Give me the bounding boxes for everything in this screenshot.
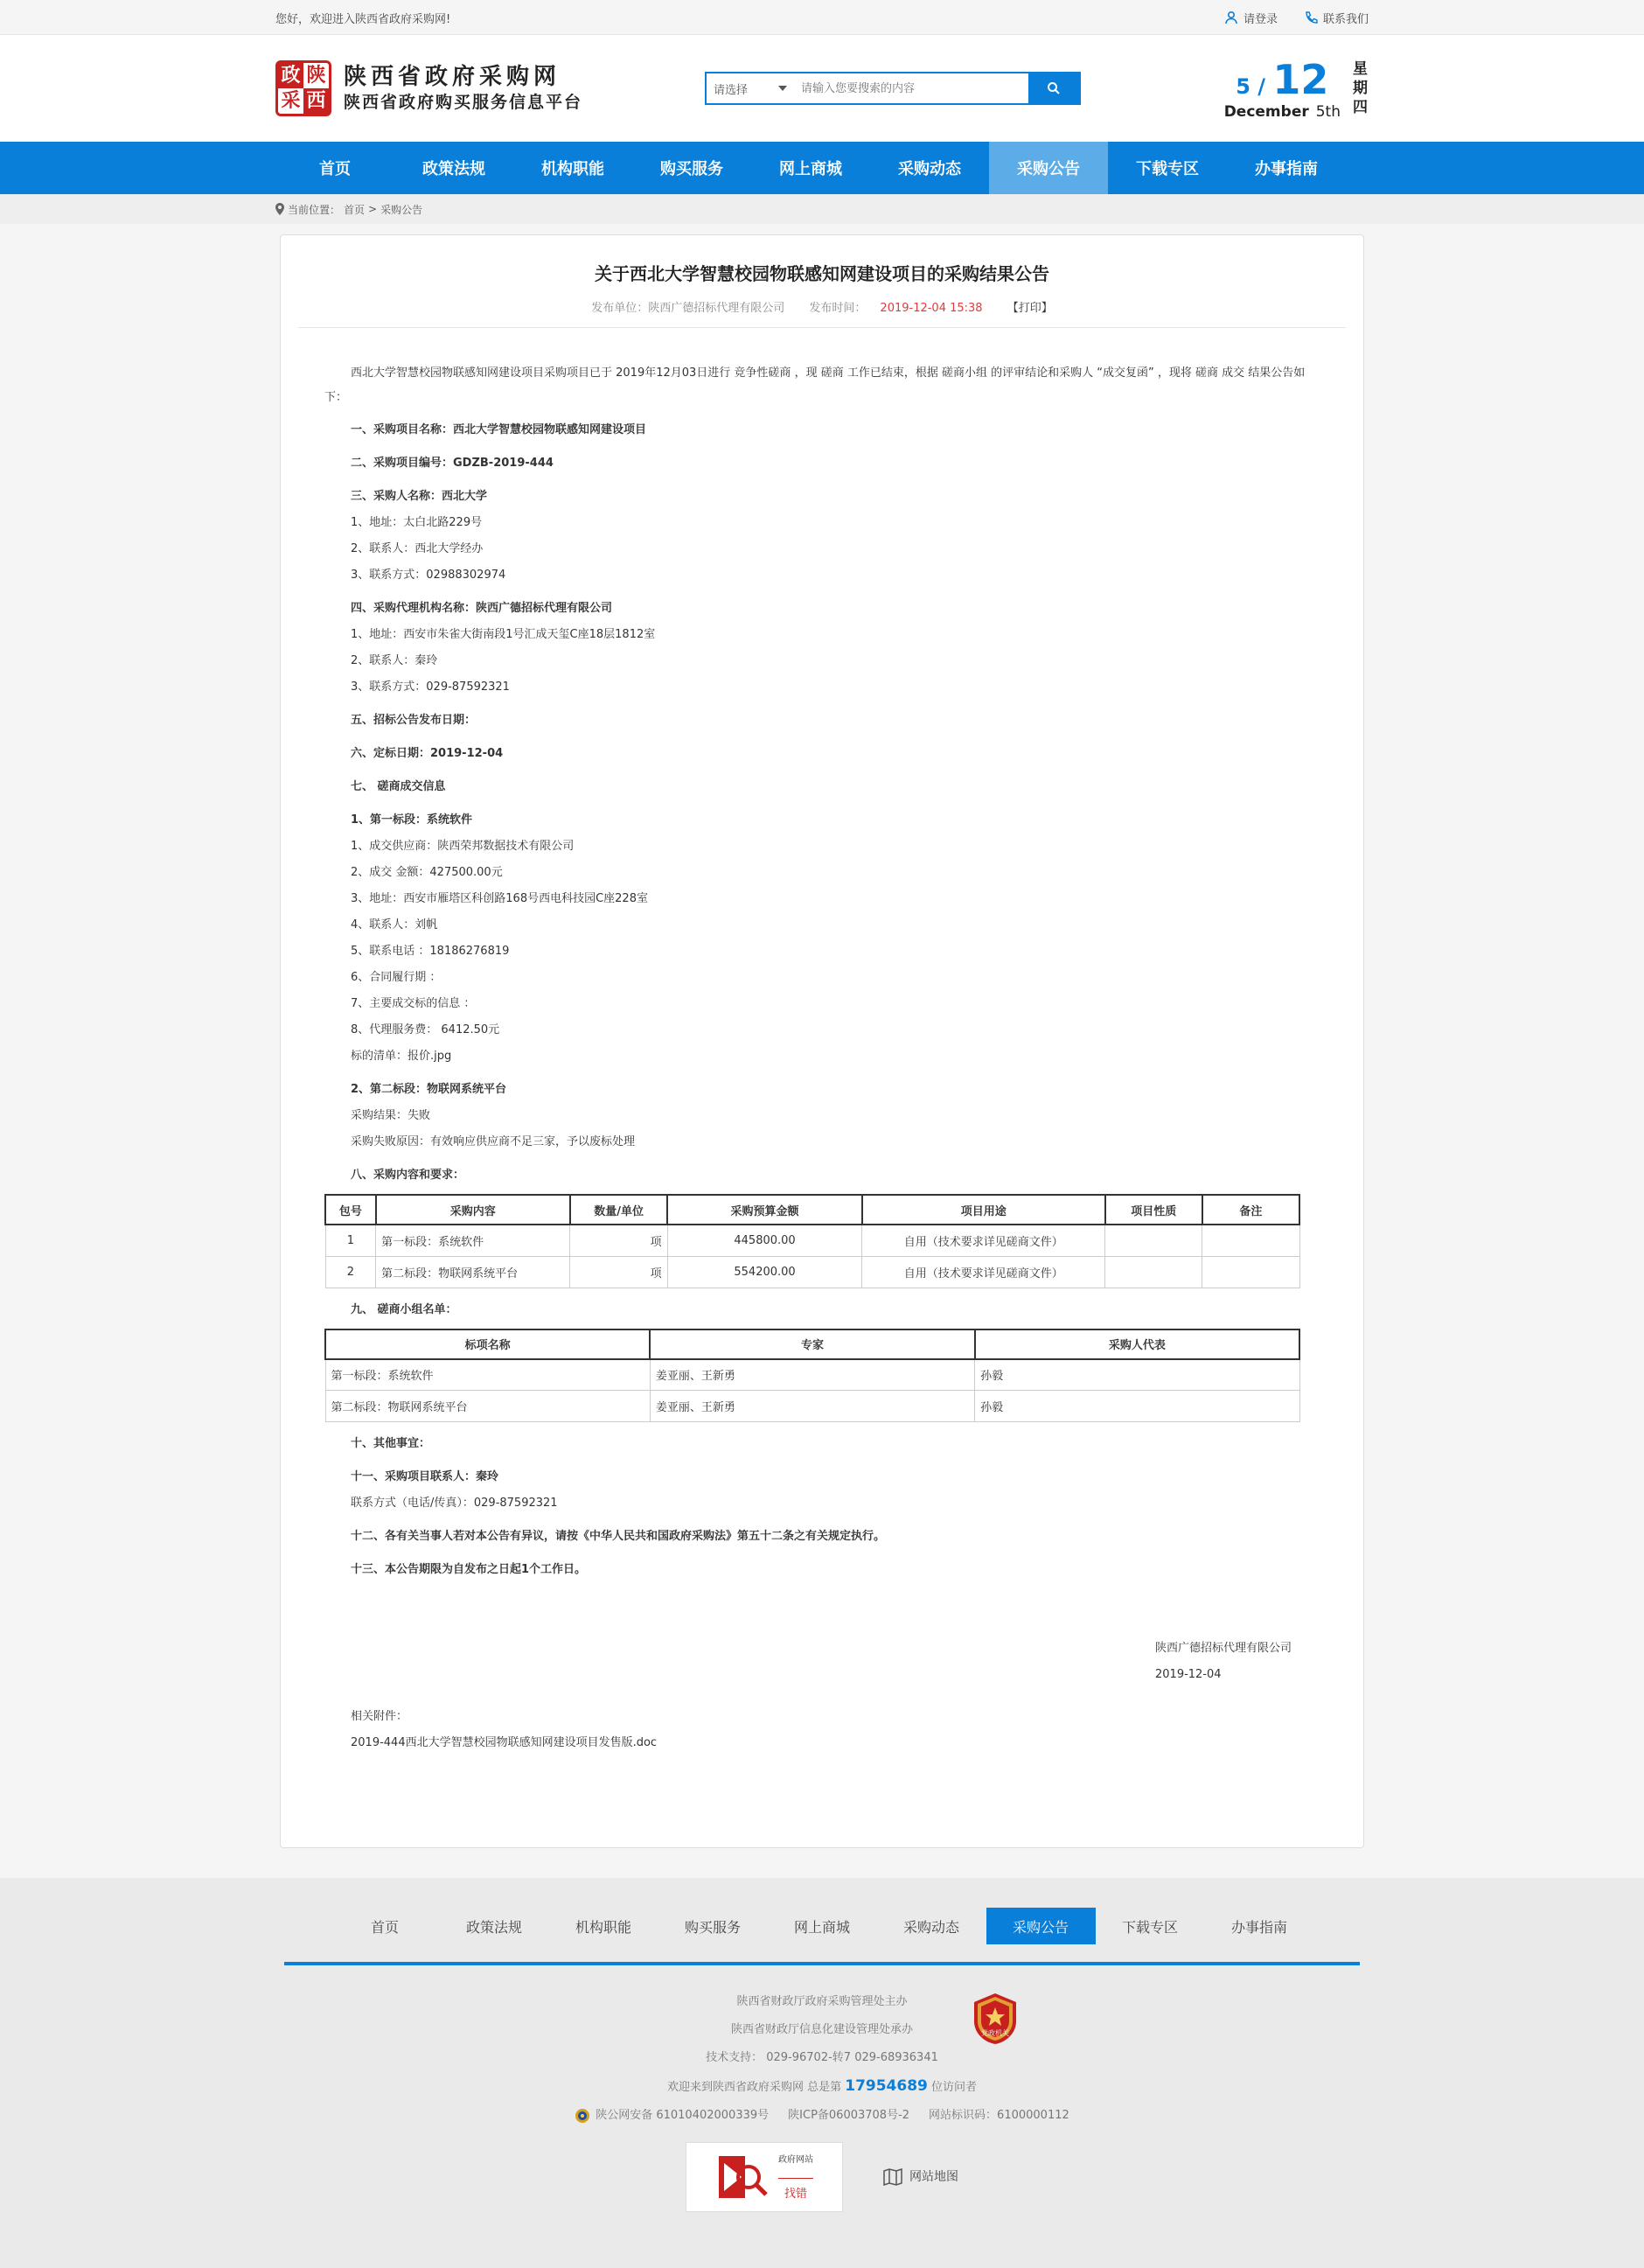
footer-sponsor: 陕西省财政厅政府采购管理处主办 — [736, 1995, 908, 2008]
section-heading: 一、采购项目名称：西北大学智慧校园物联感知网建设项目 — [351, 423, 647, 436]
search-icon — [1047, 81, 1061, 95]
footer-nav — [284, 1878, 1360, 1965]
table-cell: 1 — [325, 1225, 376, 1256]
logo-text — [344, 63, 582, 114]
signature-org: 陕西广德招标代理有限公司 — [1155, 1642, 1292, 1655]
site-footer — [0, 1878, 1644, 2268]
footer-nav-procurement-news[interactable]: 采购动态 — [902, 1918, 959, 1936]
detail-line: 3、联系方式：02988302974 — [351, 569, 506, 582]
table-header-row — [325, 1195, 1299, 1225]
table-cell — [1105, 1256, 1202, 1288]
table-row — [325, 1391, 1299, 1422]
table-cell: 第一标段：系统软件 — [325, 1359, 650, 1391]
detail-line: 采购失败原因：有效响应供应商不足三家，予以废标处理 — [351, 1135, 636, 1148]
detail-line: 3、联系方式：029-87592321 — [351, 680, 510, 694]
logo-char: 政 — [278, 63, 303, 88]
breadcrumb — [0, 194, 1644, 224]
footer-nav-policy[interactable]: 政策法规 — [465, 1918, 522, 1936]
site-header — [0, 35, 1644, 142]
detail-line: 2、联系人：秦玲 — [351, 654, 438, 667]
panel-table — [324, 1329, 1300, 1423]
search-input[interactable] — [794, 73, 1028, 103]
contact-link[interactable] — [1304, 10, 1369, 26]
table-header-cell: 标项名称 — [325, 1329, 650, 1359]
detail-line: 1、地址：西安市朱雀大街南段1号汇成天玺C座18层1812室 — [351, 628, 656, 641]
table-cell: 姜亚丽、王新勇 — [650, 1359, 974, 1391]
badge-text: 党政机关 — [981, 2029, 1009, 2037]
sitemap-link[interactable] — [883, 2163, 958, 2191]
table-header-cell: 备注 — [1202, 1195, 1299, 1225]
print-link[interactable]: 【打印】 — [1007, 302, 1053, 315]
footer-support: 技术支持： 029-96702-转7 029-68936341 — [706, 2051, 938, 2064]
table-cell: 第二标段：物联网系统平台 — [376, 1256, 570, 1288]
visit-prefix: 欢迎来到陕西省政府采购网 总是第 — [666, 2081, 842, 2094]
search-button[interactable] — [1028, 73, 1079, 103]
signature-block — [324, 1636, 1320, 1688]
breadcrumb-separator: > — [368, 203, 378, 215]
nav-home[interactable]: 首页 — [319, 160, 351, 178]
beian-line — [0, 2102, 1644, 2130]
table-header-cell: 项目用途 — [862, 1195, 1105, 1225]
table-cell: 孙毅 — [975, 1391, 1299, 1422]
user-icon — [1224, 10, 1238, 24]
article-title: 关于西北大学智慧校园物联感知网建设项目的采购结果公告 — [595, 263, 1049, 284]
error-report-label: 找错 — [784, 2187, 807, 2201]
section-heading: 九、 磋商小组名单： — [351, 1302, 457, 1316]
police-badge-icon — [575, 2108, 590, 2124]
date-separator: / — [1257, 74, 1266, 99]
section-heading: 三、采购人名称：西北大学 — [351, 490, 488, 503]
table-cell: 445800.00 — [667, 1225, 862, 1256]
table-header-row — [325, 1329, 1299, 1359]
phone-icon — [1304, 10, 1318, 24]
lot-heading: 1、第一标段：系统软件 — [351, 813, 473, 827]
party-government-badge-icon[interactable] — [971, 1992, 1020, 2046]
table-header-cell: 采购预算金额 — [667, 1195, 862, 1225]
site-subtitle: 陕西省政府购买服务信息平台 — [344, 93, 583, 112]
section-heading: 十、其他事宜： — [351, 1437, 431, 1450]
footer-nav-online-mall[interactable]: 网上商城 — [793, 1918, 850, 1936]
date-en-month: December — [1223, 103, 1309, 121]
table-cell: 项 — [570, 1256, 667, 1288]
nav-guide[interactable]: 办事指南 — [1255, 160, 1318, 178]
detail-line: 1、成交供应商：陕西荣邦数据技术有限公司 — [351, 840, 575, 853]
publisher: 发布单位：陕西广德招标代理有限公司 — [591, 302, 785, 315]
table-cell: 自用（技术要求详见磋商文件） — [862, 1225, 1105, 1256]
table-cell — [1202, 1256, 1299, 1288]
logo-char: 西 — [303, 88, 329, 114]
site-name: 陕西省政府采购网 — [344, 64, 561, 90]
nav-procurement-news[interactable]: 采购动态 — [898, 160, 961, 178]
section-heading: 二、采购项目编号：GDZB-2019-444 — [351, 457, 554, 470]
detail-line: 2、联系人：西北大学经办 — [351, 542, 484, 555]
icp-record[interactable]: 陕ICP备06003708号-2 — [788, 2109, 910, 2122]
section-heading: 八、采购内容和要求： — [351, 1169, 465, 1182]
gov-website-error-report-button[interactable] — [686, 2142, 843, 2212]
logo-char: 陕 — [306, 64, 326, 87]
section-heading: 十二、各有关当事人若对本公告有异议，请按《中华人民共和国政府采购法》第五十二条之有关规定执行。 — [351, 1530, 886, 1543]
contact-label: 联系我们 — [1322, 12, 1369, 26]
nav-procurement-notice[interactable]: 采购公告 — [989, 142, 1108, 194]
date-english — [1224, 103, 1341, 121]
login-label: 请登录 — [1243, 12, 1278, 26]
top-bar — [0, 0, 1644, 35]
footer-organizer: 陕西省财政厅信息化建设管理处承办 — [730, 2023, 913, 2036]
footer-nav-institution[interactable]: 机构职能 — [575, 1918, 631, 1936]
detail-line: 联系方式（电话/传真）：029-87592321 — [351, 1497, 558, 1510]
table-cell: 项 — [570, 1225, 667, 1256]
breadcrumb-label: 当前位置： — [288, 203, 341, 216]
welcome-text: 您好，欢迎进入陕西省政府采购网! — [275, 12, 451, 26]
section-heading: 十三、本公告期限为自发布之日起1个工作日。 — [351, 1563, 587, 1576]
table-cell: 自用（技术要求详见磋商文件） — [862, 1256, 1105, 1288]
sitemap-label: 网站地图 — [909, 2170, 958, 2184]
table-header-cell: 采购人代表 — [975, 1329, 1299, 1359]
breadcrumb-current[interactable]: 采购公告 — [380, 203, 423, 216]
logo-char: 采 — [281, 89, 301, 112]
table-cell: 554200.00 — [667, 1256, 862, 1288]
main-nav — [0, 142, 1644, 194]
detail-line: 3、地址：西安市雁塔区科创路168号西电科技园C座228室 — [351, 892, 648, 905]
search-bar — [705, 72, 1081, 105]
table-header-cell: 数量/单位 — [570, 1195, 667, 1225]
map-icon — [883, 2168, 902, 2186]
public-security-record[interactable]: 陕公网安备 61010402000339号 — [596, 2109, 770, 2122]
nav-institution[interactable]: 机构职能 — [541, 160, 604, 178]
detail-line: 4、联系人：刘帆 — [351, 918, 438, 932]
publish-time: 2019-12-04 15:38 — [880, 302, 983, 315]
footer-nav-downloads[interactable]: 下载专区 — [1121, 1918, 1178, 1936]
footer-nav-home[interactable]: 首页 — [370, 1918, 399, 1936]
detail-line: 6、合同履行期 ： — [351, 971, 442, 984]
article-content — [298, 328, 1346, 1756]
weekday-char: 四 — [1353, 99, 1368, 116]
date-numbers — [1224, 56, 1341, 103]
nav-online-mall[interactable]: 网上商城 — [779, 160, 842, 178]
breadcrumb-home[interactable]: 首页 — [344, 203, 366, 216]
location-pin-icon — [275, 203, 284, 215]
section-heading: 六、定标日期：2019-12-04 — [351, 747, 504, 760]
footer-info — [0, 1965, 1644, 2212]
table-row — [325, 1225, 1299, 1256]
date-display — [1224, 56, 1369, 121]
footer-nav-procurement-notice[interactable]: 采购公告 — [986, 1908, 1096, 1944]
visitor-counter — [0, 2072, 1644, 2102]
detail-line: 8、代理服务费： 6412.50元 — [351, 1023, 500, 1036]
magnifier-error-icon — [715, 2151, 771, 2203]
site-identifier: 网站标识码：6100000112 — [929, 2109, 1069, 2122]
search-select-label: 请选择 — [714, 83, 749, 97]
table-header-cell: 专家 — [650, 1329, 974, 1359]
login-link[interactable] — [1224, 10, 1278, 26]
footer-nav-purchase-service[interactable]: 购买服务 — [684, 1918, 741, 1936]
date-en-day: 5th — [1315, 103, 1341, 121]
signature-date: 2019-12-04 — [1155, 1668, 1222, 1681]
section-heading: 四、采购代理机构名称：陕西广德招标代理有限公司 — [351, 602, 613, 615]
table-header-cell: 包号 — [325, 1195, 376, 1225]
bid-list-link[interactable]: 标的清单：报价.jpg — [351, 1050, 452, 1063]
visit-suffix: 位访问者 — [931, 2081, 978, 2094]
detail-line: 1、地址：太白北路229号 — [351, 516, 483, 529]
visit-count: 17954689 — [845, 2077, 928, 2095]
table-cell: 孙毅 — [975, 1359, 1299, 1391]
article-card — [280, 234, 1364, 1848]
table-header-cell: 采购内容 — [376, 1195, 570, 1225]
table-cell: 姜亚丽、王新勇 — [650, 1391, 974, 1422]
footer-nav-guide[interactable]: 办事指南 — [1230, 1918, 1287, 1936]
footer-bottom — [0, 2142, 1644, 2212]
attachment-link[interactable]: 2019-444西北大学智慧校园物联感知网建设项目发售版.doc — [351, 1736, 658, 1749]
detail-line: 7、主要成交标的信息 ： — [351, 997, 476, 1010]
publish-time-label: 发布时间： — [809, 302, 867, 315]
table-row — [325, 1359, 1299, 1391]
nav-purchase-service[interactable]: 购买服务 — [660, 160, 723, 178]
table-header-cell: 项目性质 — [1105, 1195, 1202, 1225]
nav-policy[interactable]: 政策法规 — [422, 160, 485, 178]
section-heading: 十一、采购项目联系人：秦玲 — [351, 1470, 499, 1483]
detail-line: 2、成交 金额：427500.00元 — [351, 866, 503, 879]
table-cell — [1202, 1225, 1299, 1256]
logo-mark — [275, 60, 331, 116]
table-cell: 第二标段：物联网系统平台 — [325, 1391, 650, 1422]
article-meta — [298, 298, 1346, 328]
weekday-char: 星 — [1353, 60, 1368, 78]
date-day: 12 — [1272, 56, 1329, 103]
detail-line: 采购结果：失败 — [351, 1109, 431, 1122]
lot-heading: 2、第二标段：物联网系统平台 — [351, 1083, 507, 1096]
detail-line: 5、联系电话 ：18186276819 — [351, 945, 510, 958]
weekday — [1353, 59, 1369, 117]
attachments-label: 相关附件： — [351, 1710, 408, 1723]
site-logo[interactable] — [275, 60, 582, 116]
date-month: 5 — [1236, 74, 1250, 99]
nav-downloads[interactable]: 下载专区 — [1136, 160, 1199, 178]
table-cell: 第一标段：系统软件 — [376, 1225, 570, 1256]
table-row — [325, 1256, 1299, 1288]
caret-down-icon — [778, 86, 787, 91]
intro-paragraph: 西北大学智慧校园物联感知网建设项目采购项目已于 2019年12月03日进行 竞争性磋商 ，现 磋商 工作已结束，根据 磋商小组 的评审结论和采购人 “成交复函” ，现将 磋商 成交 结果公告如下： — [324, 366, 1306, 404]
table-cell — [1105, 1225, 1202, 1256]
top-links — [1224, 10, 1369, 26]
gov-website-label: 政府网站 — [778, 2146, 813, 2179]
weekday-char: 期 — [1353, 80, 1368, 97]
section-heading: 五、招标公告发布日期： — [351, 714, 477, 727]
section-heading: 七、 磋商成交信息 — [351, 780, 446, 793]
procurement-table — [324, 1194, 1300, 1288]
search-category-select[interactable] — [707, 73, 794, 103]
table-cell: 2 — [325, 1256, 376, 1288]
